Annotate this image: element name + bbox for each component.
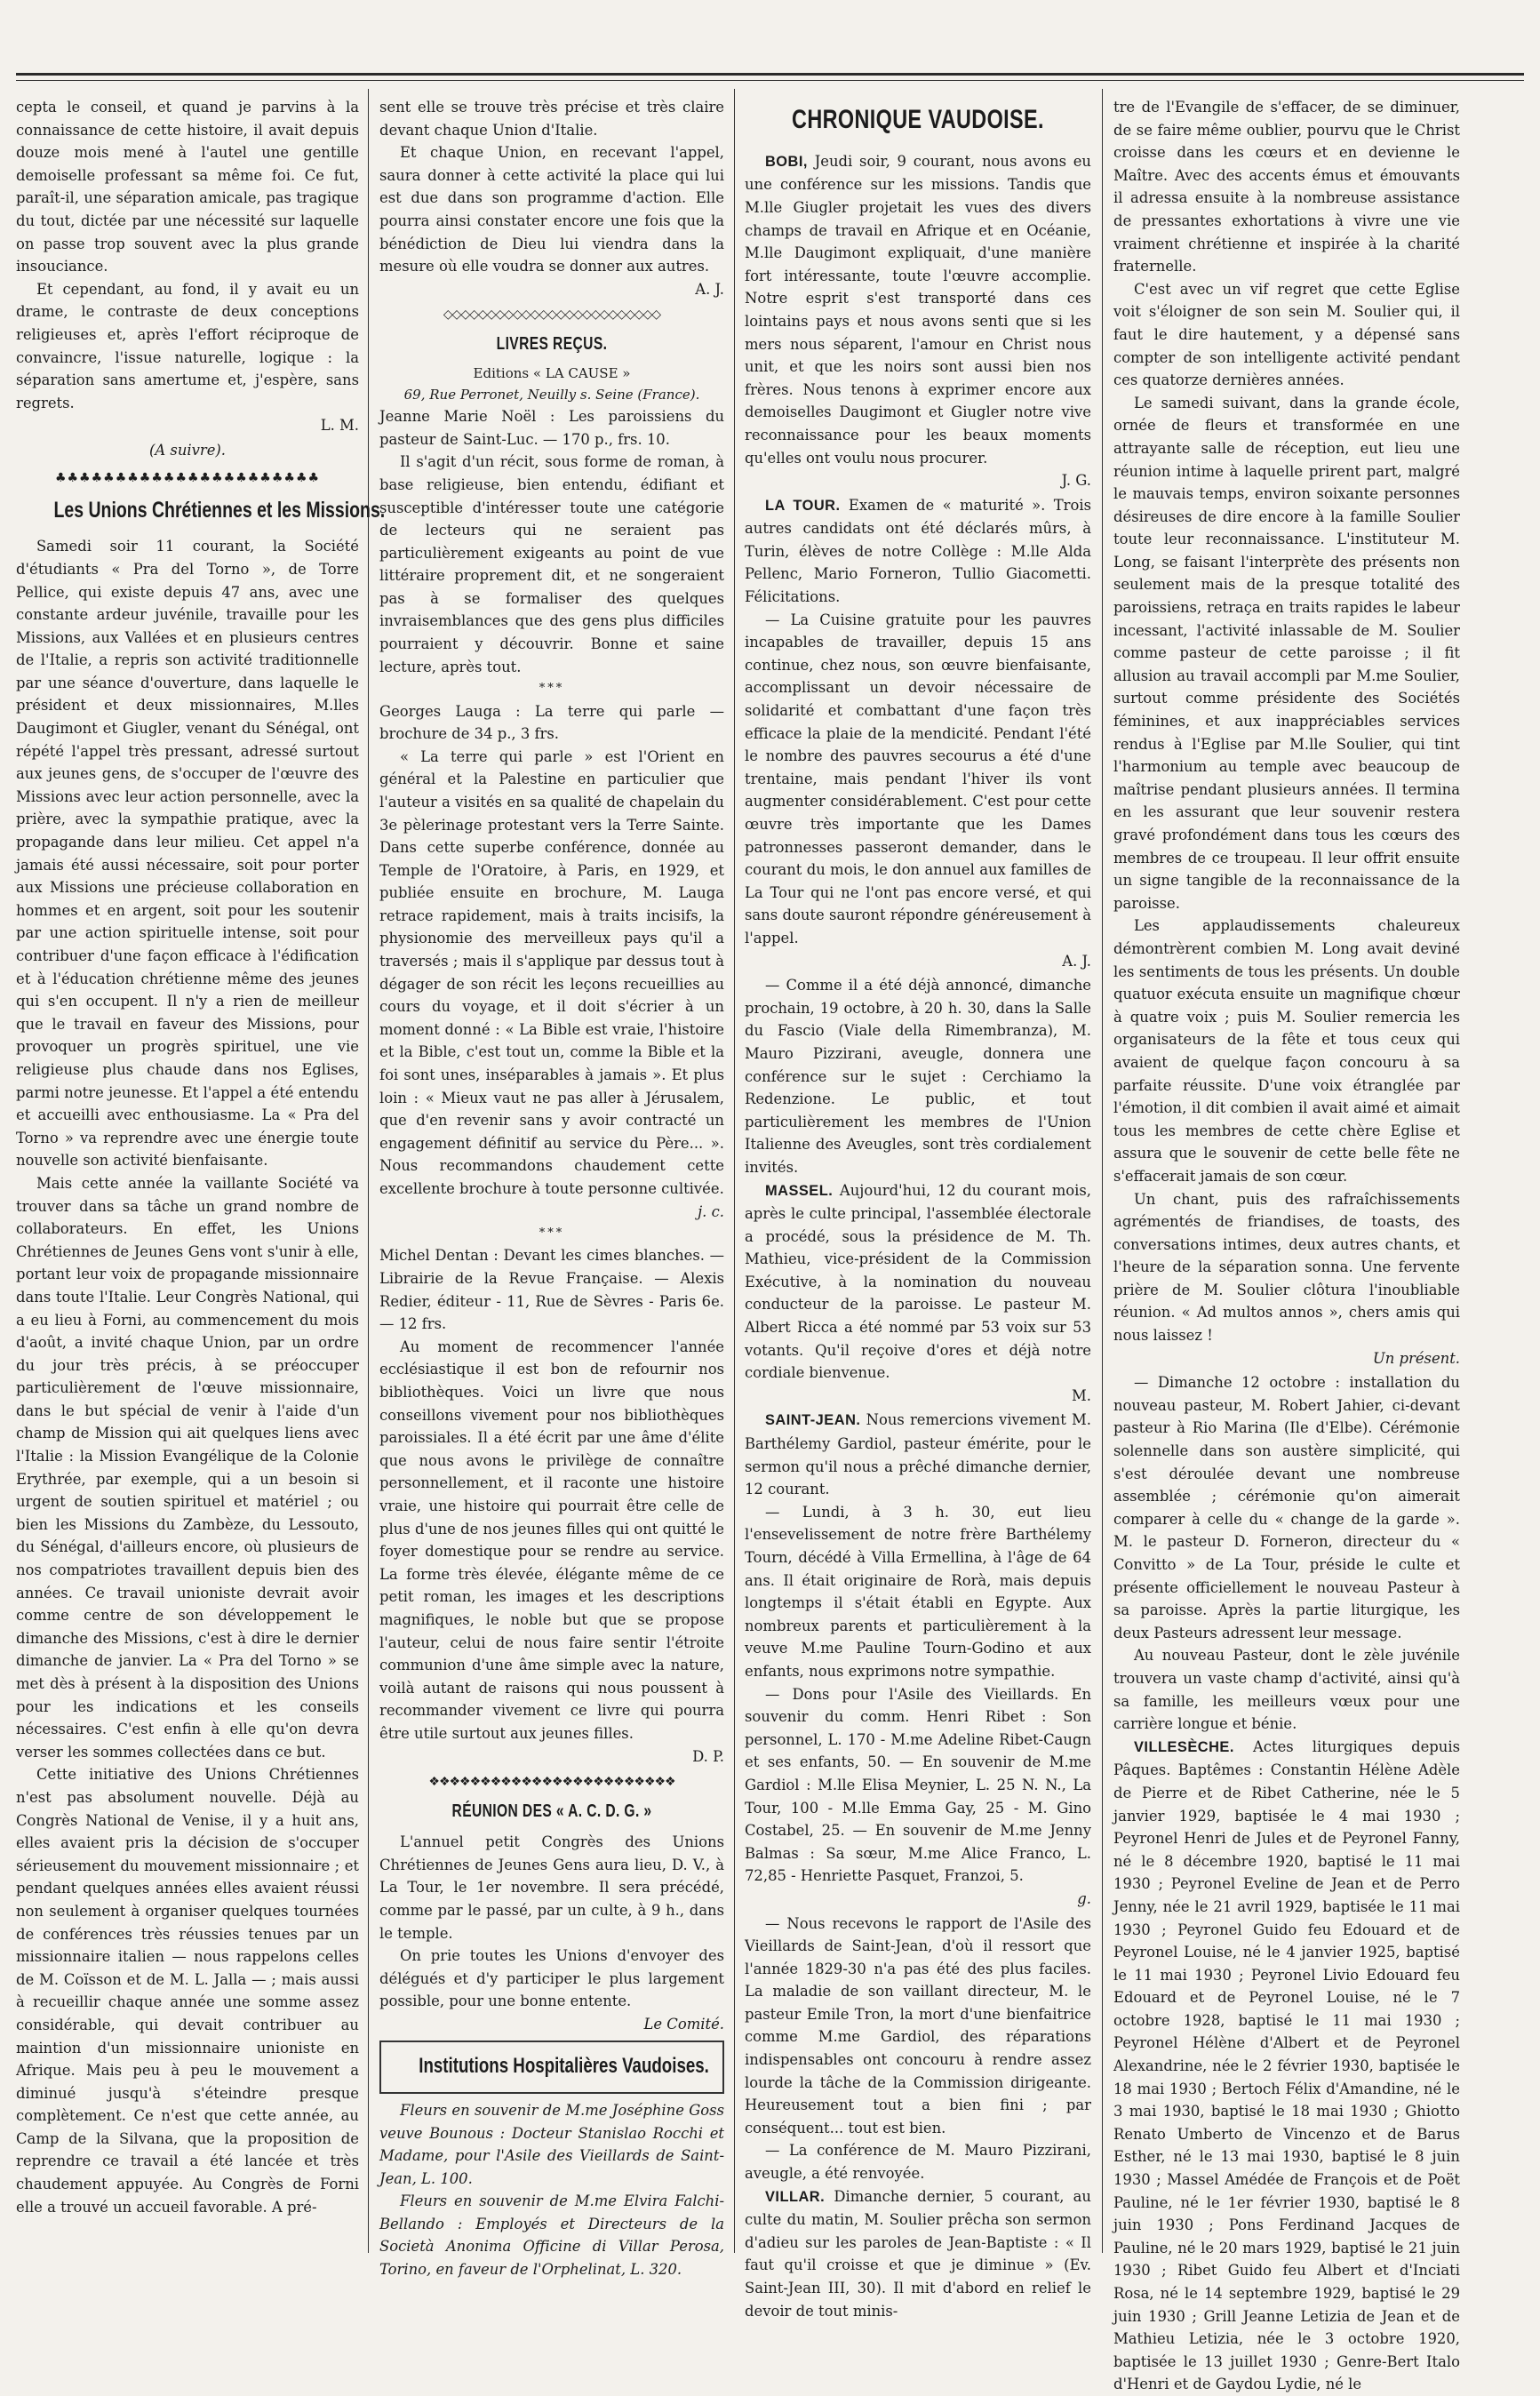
- section-title: LIVRES REÇUS.: [496, 334, 608, 355]
- paragraph: On prie toutes les Unions d'envoyer des délégués et d'y participer le plus largement possible, pour une bonne entente.: [379, 1947, 724, 2010]
- paragraph: — La Cuisine gratuite pour les pauvres incapables de travailler, depuis 15 ans continue, chez nous, son œuvre bienfaisante, accomplissant un devoir nécessaire de solidarité et combattant d'une façon très efficace la plaie de la mendicité. Pendant l'été le nombre des pauvres secourus a été d'une trentaine, mais pendant l'hiver ils vont augmenter considérablement. C'est pour cette œuvre très importante que les Dames patronnesses passeront demander, dans le courant du mois, le don annuel aux familles de La Tour qui ne l'ont pas encore versé, et qui sans doute sauront répondre généreusement à l'appel.: [745, 611, 1091, 946]
- paragraph: Examen de « maturité ». Trois autres candidats ont été déclarés mûrs, à Turin, élèves de notre Collège : M.lle Alda Pellenc, Mario Forneron, Tullio Giacometti. Félicitations.: [745, 496, 1091, 606]
- book-entry: Georges Lauga : La terre qui parle — brochure de 34 p., 3 frs.: [379, 702, 724, 743]
- paragraph: cepta le conseil, et quand je parvins à la connaissance de cette histoire, il avait depuis douze mois mené à l'autel une gentille demoiselle professant sa même foi. Ce fut, paraît-il, une séparation amicale, pas tragique du tout, dictée par une nécessité sur laquelle on passe trop souvent avec la plus grande insouciance.: [16, 99, 359, 276]
- column-3: [745, 96, 1091, 2320]
- column-2: [379, 96, 724, 2279]
- separator-stars: ***: [539, 682, 565, 696]
- paragraph: L'annuel petit Congrès des Unions Chrétiennes de Jeunes Gens aura lieu, D. V., à La Tour, le 1er novembre. Il sera précédé, comme par le passé, par un culte, à 9 h., dans le temple.: [379, 1833, 724, 1942]
- paragraph: Au nouveau Pasteur, dont le zèle juvénile trouvera un vaste champ d'activité, ainsi qu'à sa famille, les meilleurs vœux pour une carrière longue et bénie.: [1113, 1647, 1460, 1733]
- paragraph: Le samedi suivant, dans la grande école, ornée de fleurs et transformée en une attrayante salle de réception, eut lieu une réunion intime à laquelle prirent part, malgré le mauvais temps, environ soixante personnes désireuses de dire encore à la famille Soulier toute leur reconnaissance. L'instituteur M. Long, se faisant l'interprète des présents non seulement mais de la presque totalité des paroissiens, retraça en traits rapides le labeur incessant, l'activité inlassable de M. Soulier comme pasteur de cette paroisse ; il fit allusion au travail accompli par M.me Soulier, surtout comme présidente des Sociétés féminines, et aux inappréciables services rendus à l'Eglise par M.lle Soulier, qui tint l'harmonium au temple avec beaucoup de maîtrise pendant plusieurs années. Il termina en les assurant que leur souvenir restera gravé profondément dans tous les cœurs des membres de ce troupeau. Il leur offrit ensuite un signe tangible de la reconnaissance de la paroisse.: [1113, 394, 1460, 912]
- column-divider: [734, 89, 735, 2253]
- signature: J. G.: [1061, 472, 1091, 490]
- section-title: RÉUNION DES « A. C. D. G. »: [451, 1801, 652, 1821]
- signature: M.: [1072, 1386, 1091, 1404]
- paragraph: Il s'agit d'un récit, sous forme de roman, à base religieuse, bien entendu, édifiant et susceptible d'intéresser toute une catégorie de lecteurs qui ne seraient pas particulièrement exigeants au point de vue littéraire proprement dit, et ne songeraient pas à se formaliser des quelques invraisemblances que des gens plus difficiles pourraient y découvrir. Bonne et saine lecture, après tout.: [379, 453, 724, 675]
- paragraph: Les applaudissements chaleureux démontrèrent combien M. Long avait deviné les sentiments de tous les présents. Un double quatuor exécuta ensuite un magnifique chœur à quatre voix ; puis M. Soulier remercia les organisateurs de la fête et tous ceux qui avaient de quelque façon concouru à sa parfaite réussite. D'une voix étranglée par l'émotion, il dit combien il avait aimé et aimait tous les membres de cette chère Eglise et assura que le souvenir de cette belle fête ne s'effacerait jamais de son cœur.: [1113, 917, 1460, 1185]
- paragraph: Dimanche dernier, 5 courant, au culte du matin, M. Soulier prêcha son sermon d'adieu sur les paroles de Jean-Baptiste : « Il faut qu'il croisse et que je diminue » (Ev. Saint-Jean III, 30). Il mit d'abord en relief le devoir de tout minis-: [745, 2187, 1091, 2320]
- paragraph: Mais cette année la vaillante Société va trouver dans sa tâche un grand nombre de collaborateurs. En effet, les Unions Chrétiennes de Jeunes Gens vont s'unir à elle, portant leur voix de propagande missionnaire dans toute l'Italie. Leur Congrès National, qui a eu lieu à Forni, au commencement du mois d'août, a invité chaque Union, par un ordre du jour très précis, à se préoccuper particulièrement de l'œuve missionnaire, dans le but spécial de venir à l'aide d'un champ de Mission qui ait quelques liens avec l'Italie : la Mission Evangélique de la Colonie Erythrée, par exemple, qui a un besoin si urgent de soutien spirituel et matériel ; ou bien les Missions du Zambèze, du Lessouto, du Sénégal, d'ailleurs encore, où plusieurs de nos compatriotes travaillent depuis bien des années. Ce travail unioniste devrait avoir comme centre de son développement le dimanche des Missions, c'est à dire le dernier dimanche de janvier. La « Pra del Torno » se met dès à présent à la disposition des Unions pour les indications et les conseils nécessaires. C'est enfin à elle qu'on devra verser les sommes collectées dans ce but.: [16, 1174, 359, 1761]
- separator-stars: ***: [539, 1226, 565, 1241]
- signature: A. J.: [1062, 952, 1091, 970]
- paragraph: — Nous recevons le rapport de l'Asile des Vieillards de Saint-Jean, d'où il ressort que l'année 1829-30 n'a pas été des plus faciles. La maladie de son vaillant directeur, M. le pasteur Emile Tron, la mort d'une bienfaitrice comme M.me Gardiol, des réparations indispensables ont concouru à rendre assez lourde la tâche de la Commission dirigeante. Heureusement tout a bien fini ; par conséquent... tout est bien.: [745, 1914, 1091, 2136]
- paragraph: Actes liturgiques depuis Pâques. Baptêmes : Constantin Hélène Adèle de Pierre et de Ribet Catherine, née le 5 janvier 1929, baptisée le 4 mai 1930 ; Peyronel Henri de Jules et de Peyronel Fanny, né le 8 décembre 1920, baptisé le 11 mai 1930 ; Peyronel Eveline de Jean et de Perro Jenny, née le 21 avril 1929, baptisée le 11 mai 1930 ; Peyronel Guido feu Edouard et de Peyronel Louise, né le 4 janvier 1925, baptisé le 11 mai 1930 ; Peyronel Livio Edouard feu Edouard et de Peyronel Louise, né le 7 octobre 1928, baptisé le 11 mai 1930 ; Peyronel Hélène d'Albert et de Peyronel Alexandrine, née le 2 février 1930, baptisée le 18 mai 1930 ; Bertoch Félix d'Amandine, né le 3 mai 1930, baptisé le 18 mai 1930 ; Ghiotto Renato Umberto de Vincenzo et de Barus Esther, né le 13 mai 1930, baptisé le 8 juin 1930 ; Massel Amédée de François et de Poët Pauline, né le 1er février 1930, baptisé le 8 juin 1930 ; Pons Ferdinand Jacques de Pauline, né le 20 mars 1929, baptisé le 21 juin 1930 ; Ribet Guido feu Albert et d'Inciati Rosa, né le 14 septembre 1929, baptisé le 29 juin 1930 ; Grill Jeanne Letizia de Jean et de Mathieu Letizia, née le 3 octobre 1920, baptisée le 13 juillet 1930 ; Genre-Bert Italo d'Henri et de Gaydou Lydie, né le: [1113, 1737, 1461, 2393]
- top-rule-thin: [16, 80, 1524, 81]
- paragraph: — Comme il a été déjà annoncé, dimanche prochain, 19 octobre, à 20 h. 30, dans la Salle du Fascio (Viale della Rimembranza), M. Mauro Pizzirani, aveugle, donnera une conférence sur le sujet : Cerchiamo la Redenzione. Le public, et tout particulièrement les membres de l'Union Italienne des Aveugles, sont très cordialement invités.: [745, 977, 1091, 1176]
- paragraph: C'est avec un vif regret que cette Eglise voit s'éloigner de son sein M. Soulier qui, il faut le dire hautement, y a dépensé sans compter de son intelligente activité pendant ces quatorze dernières années.: [1113, 280, 1460, 389]
- signature: Un présent.: [1372, 1349, 1460, 1367]
- signature: D. P.: [692, 1747, 724, 1765]
- locality-heading: VILLAR.: [764, 2188, 826, 2205]
- paragraph: Au moment de recommencer l'année ecclésiastique il est bon de refournir nos bibliothèques. Voici un livre que nous conseillons vivement pour nos bibliothèques paroissiales. Il a été écrit par une âme d'élite que nous avons le privilège de connaître personnellement, et il raconte une histoire vraie, une histoire qui pourrait être celle de plus d'une de nos jeunes filles qui ont quitté le foyer domestique pour se rendre au service. La forme très élevée, élégante même de ce petit roman, les images et les descriptions magnifiques, le noble but que se propose l'auteur, celui de nous faire sentir l'étroite communion d'une âme simple avec la nature, voilà autant de raisons qui nous poussent à recommander vivement ce livre qui pourra être utile surtout aux jeunes filles.: [379, 1338, 724, 1742]
- book-entry: Michel Dentan : Devant les cimes blanches. — Librairie de la Revue Française. — Alexis Redier, éditeur - 11, Rue de Sèvres - Paris 6e. — 12 frs.: [379, 1247, 724, 1333]
- paragraph: « La terre qui parle » est l'Orient en général et la Palestine en particulier que l'auteur a visités en sa qualité de chapelain du 3e pèlerinage protestant vers la Terre Sainte. Dans cette superbe conférence, donnée au Temple de l'Oratoire, à Paris, en 1929, et publiée ensuite en brochure, M. Lauga retrace rapidement, mais à traits incisifs, la physionomie des merveilleux pays qu'il a traversés ; mais il s'applique par dessus tout à dégager de son récit les leçons recueillies au cours du voyage, et il doit s'écrier à un moment donné : « La Bible est vraie, l'histoire et la Bible, c'est tout un, comme la Bible et la foi sont unes, inséparables à jamais ». Et plus loin : « Mieux vaut ne pas aller à Jérusalem, que d'en revenir sans y avoir contracté un engagement définitif au service du Père... ». Nous recommandons chaudement cette excellente brochure à toute personne cultivée.: [379, 747, 724, 1197]
- paragraph: — Lundi, à 3 h. 30, eut lieu l'ensevelissement de notre frère Barthélemy Tourn, décédé à Villa Ermellina, à l'âge de 64 ans. Il était originaire de Rorà, mais depuis longtemps il s'était établi en Egypte. Aux nombreux parents et particulièrement à la veuve M.me Pauline Tourn-Godino et aux enfants, nous exprimons notre sympathie.: [745, 1503, 1091, 1680]
- chronicle-title: CHRONIQUE VAUDOISE.: [792, 105, 1044, 134]
- ornament-divider: ❖❖❖❖❖❖❖❖❖❖❖❖❖❖❖❖❖❖❖❖❖❖❖❖: [428, 1775, 675, 1790]
- paragraph: Samedi soir 11 courant, la Société d'étudiants « Pra del Torno », de Torre Pellice, qui existe depuis 47 ans, avec une constante ardeur juvénile, travaille pour les Missions, aux Vallées et en plusieurs centres de l'Italie, a repris son activité traditionnelle par une séance d'ouverture, dans laquelle le président et deux missionnaires, M.lles Daugimont et Giugler, venant du Sénégal, ont répété l'appel très pressant, adressé surtout aux jeunes gens, de s'occuper de l'œuvre des Missions avec leur action personnelle, avec la prière, avec la sympathie pratique, avec la propagande dans leur milieu. Cet appel n'a jamais été aussi nécessaire, soit pour porter aux Missions une précieuse collaboration en hommes et en argent, soit pour les soutenir par une action spirituelle intense, soit pour contribuer d'une façon efficace à l'édification et à l'éducation chrétienne même des jeunes qui s'en occupent. Il n'y a rien de meilleur que le travail en faveur des Missions, pour provoquer un progrès spirituel, une vie religieuse plus chaude dans nos Eglises, parmi notre jeunesse. Et l'appel a été entendu et accueilli avec enthousiasme. La « Pra del Torno » va reprendre avec une énergie toute nouvelle son activité bienfaisante.: [16, 538, 359, 1170]
- ornament-divider: ♣♣♣♣♣♣♣♣♣♣♣♣♣♣♣♣♣♣♣♣♣♣: [54, 470, 321, 485]
- paragraph: sent elle se trouve très précise et très claire devant chaque Union d'Italie.: [379, 99, 724, 139]
- article-title: Les Unions Chrétiennes et les Missions.: [53, 498, 386, 523]
- boxed-heading: [379, 2041, 724, 2093]
- paragraph: Fleurs en souvenir de M.me Elvira Falchi-Bellando : Employés et Directeurs de la Società Anonima Officine di Villar Perosa, Torino, en faveur de l'Orphelinat, L. 320.: [379, 2192, 724, 2279]
- paragraph: Nous remercions vivement M. Barthélemy Gardiol, pasteur émérite, pour le sermon qu'il nous a prêché dimanche dernier, 12 courant.: [745, 1411, 1091, 1498]
- top-rule: [16, 73, 1524, 76]
- book-entry: Jeanne Marie Noël : Les paroissiens du pasteur de Saint-Luc. — 170 p., frs. 10.: [379, 408, 724, 448]
- column-divider: [1102, 89, 1103, 2253]
- locality-heading: LA TOUR.: [764, 497, 841, 514]
- signature: A. J.: [695, 280, 724, 298]
- paragraph: Et chaque Union, en recevant l'appel, saura donner à cette activité la place qui lui est due dans son programme d'action. Elle pourra ainsi constater encore une fois que la bénédiction de Dieu lui viendra dans la mesure où elle voudra se donner aux autres.: [379, 144, 724, 276]
- paragraph: — Dimanche 12 octobre : installation du nouveau pasteur, M. Robert Jahier, ci-devant pasteur à Rio Marina (Ile d'Elbe). Cérémonie solennelle dans son austère simplicité, qui s'est déroulée devant une nombreuse assemblée ; cérémonie qu'on aimerait comparer à celle du « change de la garde ». M. le pasteur D. Forneron, directeur du « Convitto » de La Tour, préside le culte et présente officiellement le nouveau Pasteur à sa paroisse. Après la partie liturgique, les deux Pasteurs adressent leur message.: [1113, 1374, 1460, 1641]
- paragraph: Cette initiative des Unions Chrétiennes n'est pas absolument nouvelle. Déjà au Congrès National de Venise, il y a huit ans, elles avaient pris la décision de s'occuper sérieusement du mouvement missionnaire ; et pendant quelques années elles avaient réussi non seulement à organiser quelques tournées de conférences très réussies tenues par un missionnaire italien — nous rappelons celles de M. Coïsson et de M. L. Jalla — ; mais aussi à recueillir chaque année une somme assez considérable, qui devait contribuer au maintion d'un missionnaire unioniste en Afrique. Mais peu à peu le mouvement a diminué jusqu'à s'éteindre presque complètement. Ce n'est que cette année, au Camp de la Silvana, que la proposition de reprendre ce travail a été lancée et très chaudement appuyée. Au Congrès de Forni elle a trouvé un accueil favorable. A pré-: [16, 1766, 359, 2216]
- paragraph: tre de l'Evangile de s'effacer, de se diminuer, de se faire même oublier, pourvu que le Christ croisse dans les cœurs et en devienne le Maître. Avec des accents émus et émouvants il adressa ensuite à la nombreuse assistance de pressantes exhortations à vivre une vie vraiment chrétienne et inspirée à la charité fraternelle.: [1113, 99, 1460, 276]
- signature: L. M.: [320, 417, 359, 435]
- locality-heading: VILLESÈCHE.: [1133, 1738, 1234, 1755]
- column-4: [1113, 96, 1461, 2393]
- to-be-continued: (A suivre).: [148, 441, 227, 459]
- publisher-address: 69, Rue Perronet, Neuilly s. Seine (France).: [403, 386, 700, 403]
- publisher: Editions « LA CAUSE »: [473, 365, 631, 382]
- paragraph: Fleurs en souvenir de M.me Joséphine Goss veuve Bounous : Docteur Stanislao Rocchi et Madame, pour l'Asile des Vieillards de Saint-Jean, L. 100.: [379, 2101, 724, 2187]
- signature: j. c.: [698, 1202, 724, 1220]
- locality-heading: MASSEL.: [764, 1182, 834, 1199]
- locality-heading: SAINT-JEAN.: [764, 1412, 861, 1429]
- paragraph: Un chant, puis des rafraîchissements agrémentés de friandises, de toasts, des conversations intimes, deux autres chants, et l'heure de la séparation sonna. Une fervente prière de M. Soulier clôtura l'inoubliable réunion. « Ad multos annos », chers amis qui nous laissez !: [1113, 1190, 1460, 1345]
- paragraph: — La conférence de M. Mauro Pizzirani, aveugle, a été renvoyée.: [745, 2142, 1091, 2183]
- locality-heading: BOBI,: [764, 153, 808, 170]
- column-divider: [368, 89, 369, 2253]
- paragraph: Aujourd'hui, 12 du courant mois, après le culte principal, l'assemblée électorale a procédé, sous la présidence de M. Th. Mathieu, vice-président de la Commission Exécutive, à la nomination du nouveau conducteur de la paroisse. Le pasteur M. Albert Ricca a été nommé par 53 voix sur 53 votants. Qu'il reçoive d'ores et déjà notre cordiale bienvenue.: [745, 1181, 1091, 1382]
- section-title: Institutions Hospitalières Vaudoises.: [419, 2054, 709, 2079]
- paragraph: Et cependant, au fond, il y avait eu un drame, le contraste de deux conceptions religieuses et, après l'effort réciproque de convaincre, l'issue naturelle, logique : la séparation sans amertume et, j'espère, sans regrets.: [16, 280, 359, 411]
- signature: Le Comité.: [643, 2015, 724, 2033]
- ornament-divider: ◇◇◇◇◇◇◇◇◇◇◇◇◇◇◇◇◇◇◇◇◇◇◇◇◇: [443, 307, 661, 323]
- paragraph: — Dons pour l'Asile des Vieillards. En souvenir du comm. Henri Ribet : Son personnel, L. 170 - M.me Adeline Ribet-Caugn et ses enfants, 50. — En souvenir de M.me Gardiol : M.lle Elisa Meynier, L. 25 N. N., La Tour, 100 - M.lle Emma Gay, 25 - M. Gino Costabel, 25. — En souvenir de M.me Jenny Balmas : Sa sœur, M.me Alice Franco, L. 72,85 - Henriette Pasquet, Franzoi, 5.: [745, 1685, 1091, 1885]
- signature: g.: [1077, 1889, 1091, 1907]
- column-1: [16, 96, 386, 2251]
- paragraph: Jeudi soir, 9 courant, nous avons eu une conférence sur les missions. Tandis que M.lle Giugler projetait les vues des divers champs de travail en Afrique et en Océanie, M.lle Daugimont expliquait, d'une manière fort intéressante, toute l'œuvre accomplie. Notre esprit s'est transporté dans ces lointains pays et nous avons senti que si les mers nous séparent, l'amour en Christ nous unit, et que les noirs sont aussi bien nos frères. Nous tenons à exprimer encore aux demoiselles Daugimont et Giugler notre vive reconnaissance pour les beaux moments qu'elles ont voulu nous procurer.: [745, 152, 1091, 467]
